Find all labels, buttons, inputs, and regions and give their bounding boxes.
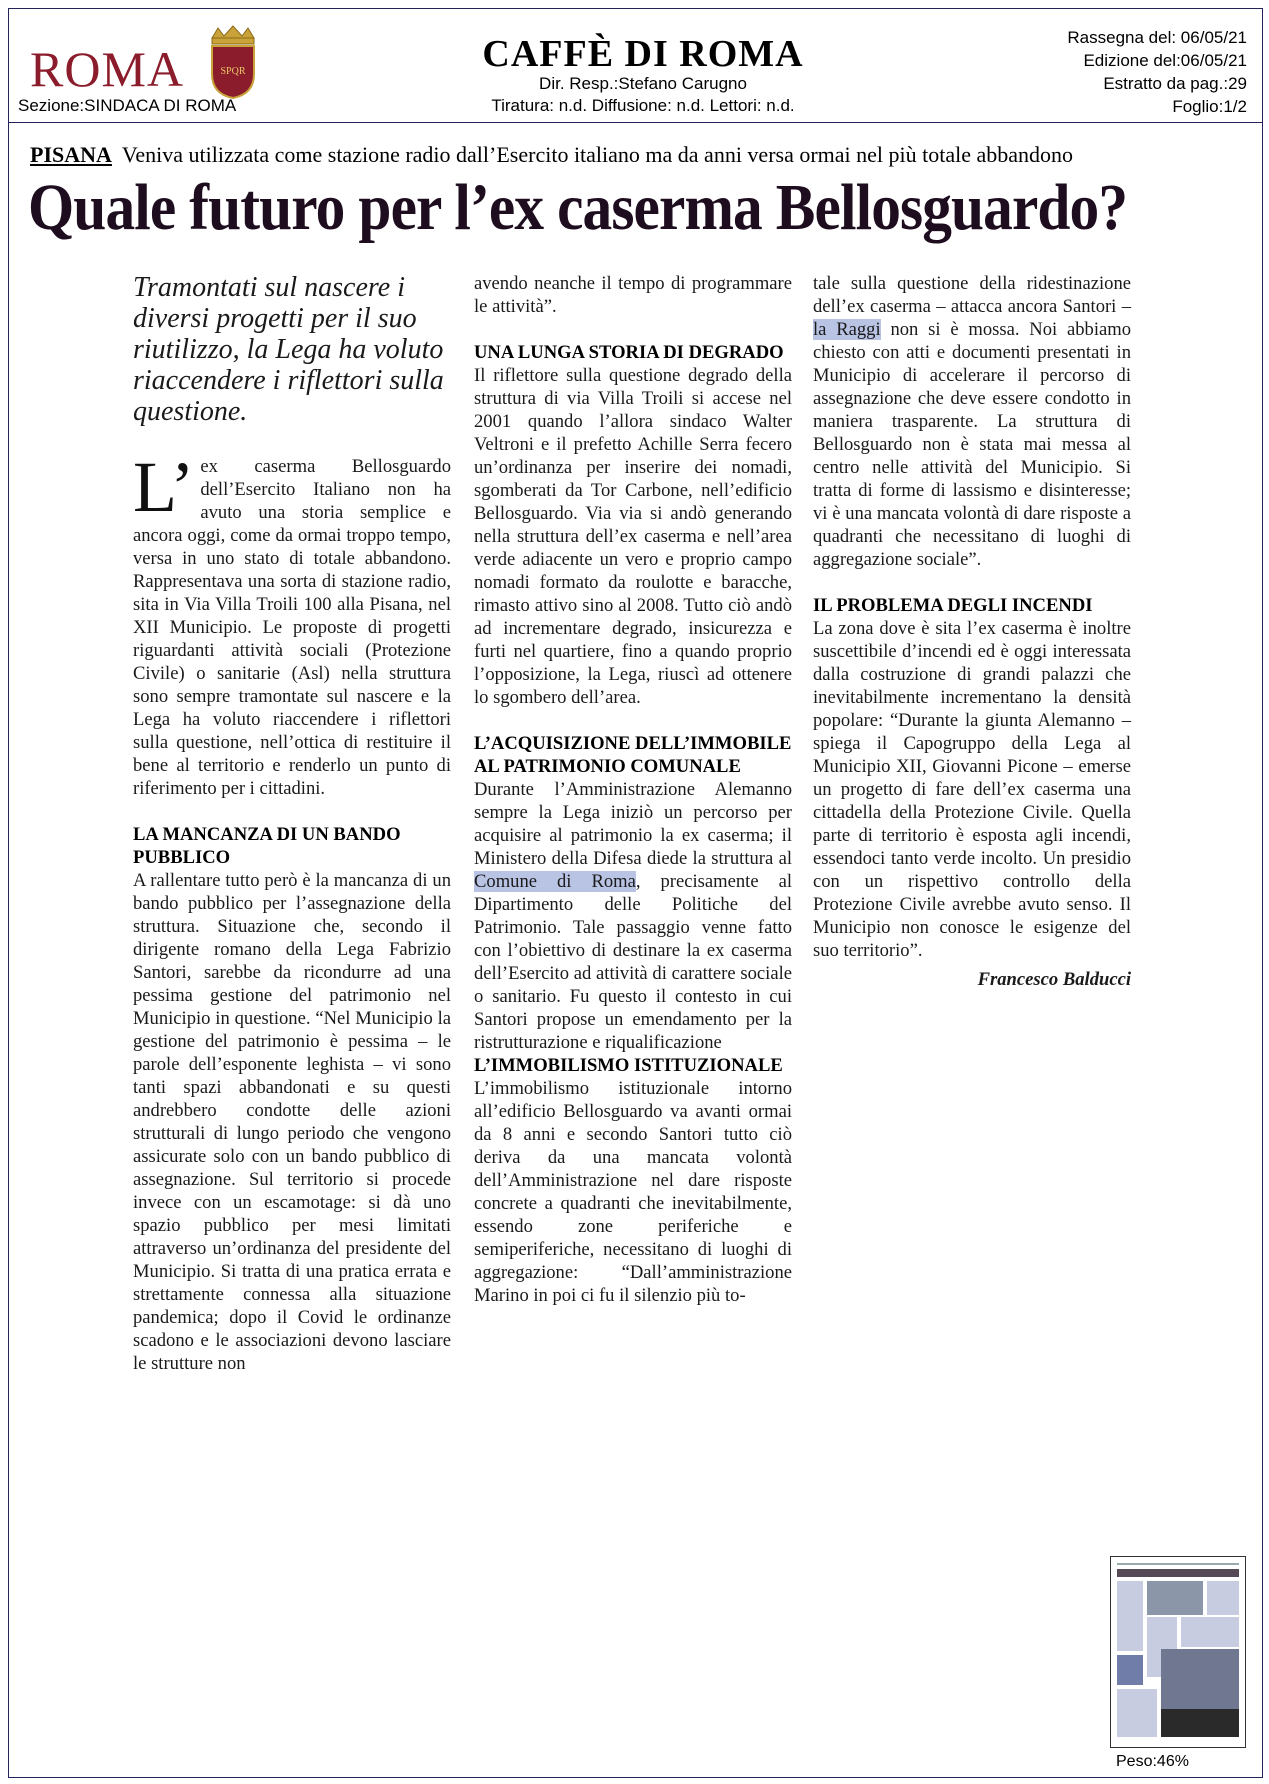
direttore-line: Dir. Resp.:Stefano Carugno bbox=[539, 74, 747, 93]
intro-paragraph: L’ ex caserma Bellosguardo dell’Esercito Italiano non ha avuto una storia semplice e ancora oggi, come da ormai troppo tempo, versa in uno stato di totale abbandono. Rappresentava una sorta di stazione radio, sita in Via Villa Troili 100 alla Pisana, nel XII Municipio. Le proposte di progetti riguardanti attività sociali (Protezione Civile) o sanitarie (Asl) nella struttura sono sempre tramontate sul nascere e la Lega ha voluto riaccendere i riflettori sulla questione, nell’ottica di restituire il bene al territorio e renderlo un punto di riferimento per i cittadini. bbox=[133, 447, 451, 799]
kicker-text: Veniva utilizzata come stazione radio dall’Esercito italiano ma da anni versa ormai nel più totale abbandono bbox=[121, 142, 1074, 167]
drop-cap: L’ bbox=[133, 447, 195, 527]
edizione-date: Edizione del:06/05/21 bbox=[1083, 51, 1247, 70]
subhead-acquisizione: L’ACQUISIZIONE DELL’IMMOBILE AL PATRIMONIO COMUNALE bbox=[474, 733, 792, 777]
paragraph-raggi: tale sulla questione della ridestinazione dell’ex caserma – attacca ancora Santori – la Raggi non si è mossa. Noi abbiamo chiesto con atti e documenti presentati in Municipio di accelerare il percorso di assegnazione che deve essere condotto in maniera trasparente. La struttura di Bellosguardo non è stata mai messa al centro nelle attività del Municipio. Si tratta di forme di lassismo e disinteresse; vi è una mancata volontà di dare risposte a quadranti che necessitano di luoghi di aggregazione sociale”. bbox=[813, 273, 1131, 570]
rassegna-date: Rassegna del: 06/05/21 bbox=[1067, 28, 1247, 47]
article-kicker bbox=[30, 142, 1250, 168]
sezione-label: Sezione:SINDACA DI ROMA bbox=[18, 96, 237, 115]
masthead-title: CAFFÈ DI ROMA bbox=[482, 33, 804, 75]
roma-logo-text: ROMA bbox=[30, 41, 185, 97]
article-column-3 bbox=[813, 272, 1131, 991]
paragraph-incendi: La zona dove è sita l’ex caserma è inoltre suscettibile d’incendi ed è oggi interessata dalla costruzione di grandi palazzi che inevitabilmente incrementano la densità popolare: “Durante la giunta Alemanno – spiega il Capogruppo della Lega al Municipio XII, Giovanni Picone – emerse un progetto di fare dell’ex caserma una cittadella della Protezione Civile. Quella parte di territorio è esposta agli incendi, essendoci tanto verde incolto. Un presidio con un rispettivo controllo della Protezione Civile avrebbe avuto senso. Il Municipio non conosce le esigenze del suo territorio”. bbox=[813, 618, 1131, 961]
article-headline: Quale futuro per l’ex caserma Bellosguardo? bbox=[28, 171, 1128, 244]
clipping-header bbox=[8, 8, 1263, 123]
article-column-2 bbox=[474, 272, 792, 1307]
svg-text:SPQR: SPQR bbox=[220, 66, 246, 77]
article-standfirst: Tramontati sul nascere i diversi progetti per il suo riutilizzo, la Lega ha voluto riaccendere i riflettori sulla questione. bbox=[133, 272, 444, 427]
paragraph-bando: A rallentare tutto però è la mancanza di un bando pubblico per l’assegnazione della struttura. Situazione che, secondo il dirigente romano della Lega Fabrizio Santori, sarebbe da ricondurre ad una pessima gestione del patrimonio nel Municipio in questione. “Nel Municipio la gestione del patrimonio è pessima – le parole dell’esponente leghista – vi sono tanti spazi abbandonati e su questi andrebbero condotte delle azioni strutturali di lungo periodo che vengono assicurate solo con un bando pubblico di assegnazione. Sul territorio si procede invece con un escamotage: si dà uno spazio pubblico per mesi limitati attraverso un’ordinanza del presidente del Municipio. Si tratta di una pratica errata e strettamente connessa alla situazione pandemica; dopo il Covid le ordinanze scadono e le associazioni devono lasciare le strutture non bbox=[133, 870, 451, 1374]
subhead-degrado: UNA LUNGA STORIA DI DEGRADO bbox=[474, 342, 784, 363]
peso-label: Peso:46% bbox=[1116, 1753, 1189, 1770]
estratto-page: Estratto da pag.:29 bbox=[1103, 74, 1247, 93]
paragraph-degrado: Il riflettore sulla questione degrado della struttura di via Villa Troili si accese nel 2001 quando l’allora sindaco Walter Veltroni e il prefetto Achille Serra fecero un’ordinanza per inserire dei nomadi, sgomberati da Tor Carbone, nell’edificio Bellosguardo. Via via si andò generando nella struttura dell’ex caserma e nell’area verde adiacente un vero e proprio campo nomadi formato da roulotte e baracche, rimasto attivo sino al 2008. Tutto ciò andò ad incrementare degrado, insicurezza e furti nel quartiere, fino a quando proprio l’opposizione, la Lega, riuscì ad ottenere lo sgombero dell’area. bbox=[474, 365, 792, 708]
article-author: Francesco Balducci bbox=[977, 969, 1131, 990]
paragraph-continuation: avendo neanche il tempo di programmare le attività”. bbox=[474, 273, 792, 317]
paragraph-acquisizione: Durante l’Amministrazione Alemanno sempre la Lega iniziò un percorso per acquisire al patrimonio la ex caserma; il Ministero della Difesa diede la struttura al Comune di Roma, precisamente al Dipartimento delle Politiche del Patrimonio. Tale passaggio venne fatto con l’obiettivo di destinare la ex caserma dell’Esercito ad attività di carattere sociale o sanitario. Fu questo il contesto in cui Santori propose un emendamento per la ristrutturazione e riqualificazione bbox=[474, 779, 792, 1053]
roma-crest-icon bbox=[204, 24, 262, 100]
article-column-1 bbox=[133, 447, 451, 1375]
subhead-bando: LA MANCANZA DI UN BANDO PUBBLICO bbox=[133, 824, 401, 868]
highlight-raggi: la Raggi bbox=[813, 319, 881, 340]
paragraph-immobilismo: L’immobilismo istituzionale intorno all’edificio Bellosguardo va avanti ormai da 8 anni e secondo Santori tutto ciò deriva da una mancata volontà dell’Amministrazione nel dare risposte concrete a quadranti che inevitabilmente, essendo zone periferiche e semiperiferiche, necessitano di luoghi di aggregazione: “Dall’amministrazione Marino in poi ci fu il silenzio più to- bbox=[474, 1078, 792, 1306]
foglio-number: Foglio:1/2 bbox=[1172, 97, 1247, 116]
tiratura-line: Tiratura: n.d. Diffusione: n.d. Lettori: n.d. bbox=[491, 96, 795, 115]
page-thumbnail[interactable] bbox=[1110, 1556, 1246, 1748]
subhead-incendi: IL PROBLEMA DEGLI INCENDI bbox=[813, 595, 1093, 616]
section-label: PISANA bbox=[30, 142, 112, 167]
highlight-comune: Comune di Roma bbox=[474, 871, 636, 892]
subhead-immobilismo: L’IMMOBILISMO ISTITUZIONALE bbox=[474, 1055, 783, 1076]
newspaper-page-thumbnail-icon bbox=[1111, 1557, 1245, 1747]
